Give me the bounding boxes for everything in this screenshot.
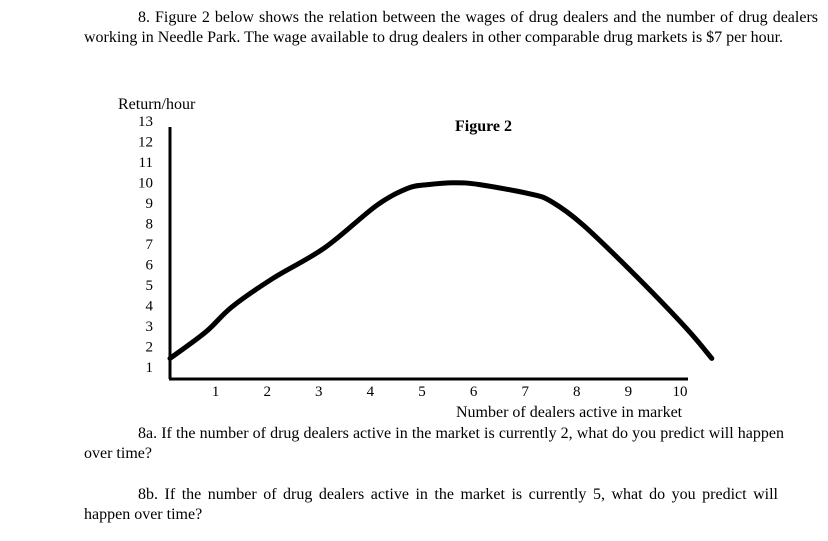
- y-tick-label: 13: [138, 114, 153, 130]
- y-tick-label: 5: [145, 278, 153, 294]
- x-tick-label: 6: [469, 384, 478, 400]
- x-tick-label: 4: [366, 384, 375, 400]
- x-tick-label: 9: [624, 384, 633, 400]
- y-tick-label: 8: [145, 216, 153, 233]
- y-tick-label: 6: [145, 257, 153, 274]
- x-tick-label: 1: [211, 384, 220, 400]
- x-tick-label: 7: [521, 384, 529, 400]
- y-tick-label: 2: [145, 339, 153, 356]
- y-tick-labels: [138, 114, 154, 376]
- x-tick-label: 5: [418, 384, 426, 400]
- y-tick-label: 1: [145, 360, 153, 376]
- x-axis-label: Number of dealers active in market: [456, 404, 683, 420]
- y-tick-label: 4: [145, 298, 153, 315]
- x-tick-label: 8: [573, 384, 581, 400]
- question-8a: 8a. If the number of drug dealers active in the market is currently 2, what do you predict will happen over time?: [84, 425, 784, 462]
- y-tick-label: 10: [138, 175, 153, 192]
- x-tick-label: 3: [315, 384, 323, 400]
- y-tick-label: 3: [145, 319, 153, 335]
- x-tick-label: 10: [672, 384, 688, 400]
- y-tick-label: 12: [138, 134, 153, 151]
- y-tick-label: 7: [145, 237, 153, 253]
- question-8-intro: 8. Figure 2 below shows the relation between the wages of drug dealers and the number of drug dealers working in Needle Park. The wage available to drug dealers in other comparable drug markets is $7 per hour.: [84, 9, 818, 46]
- y-tick-label: 9: [145, 196, 153, 212]
- chart-title: Figure 2: [455, 118, 513, 135]
- question-8b: 8b. If the number of drug dealers active in the market is currently 5, what do you predict will happen over time?: [84, 486, 778, 523]
- y-axis-label: Return/hour: [118, 96, 196, 113]
- y-tick-label: 11: [138, 155, 153, 171]
- wage-curve: [170, 183, 712, 359]
- x-tick-labels: [212, 384, 688, 400]
- x-tick-label: 2: [263, 384, 271, 400]
